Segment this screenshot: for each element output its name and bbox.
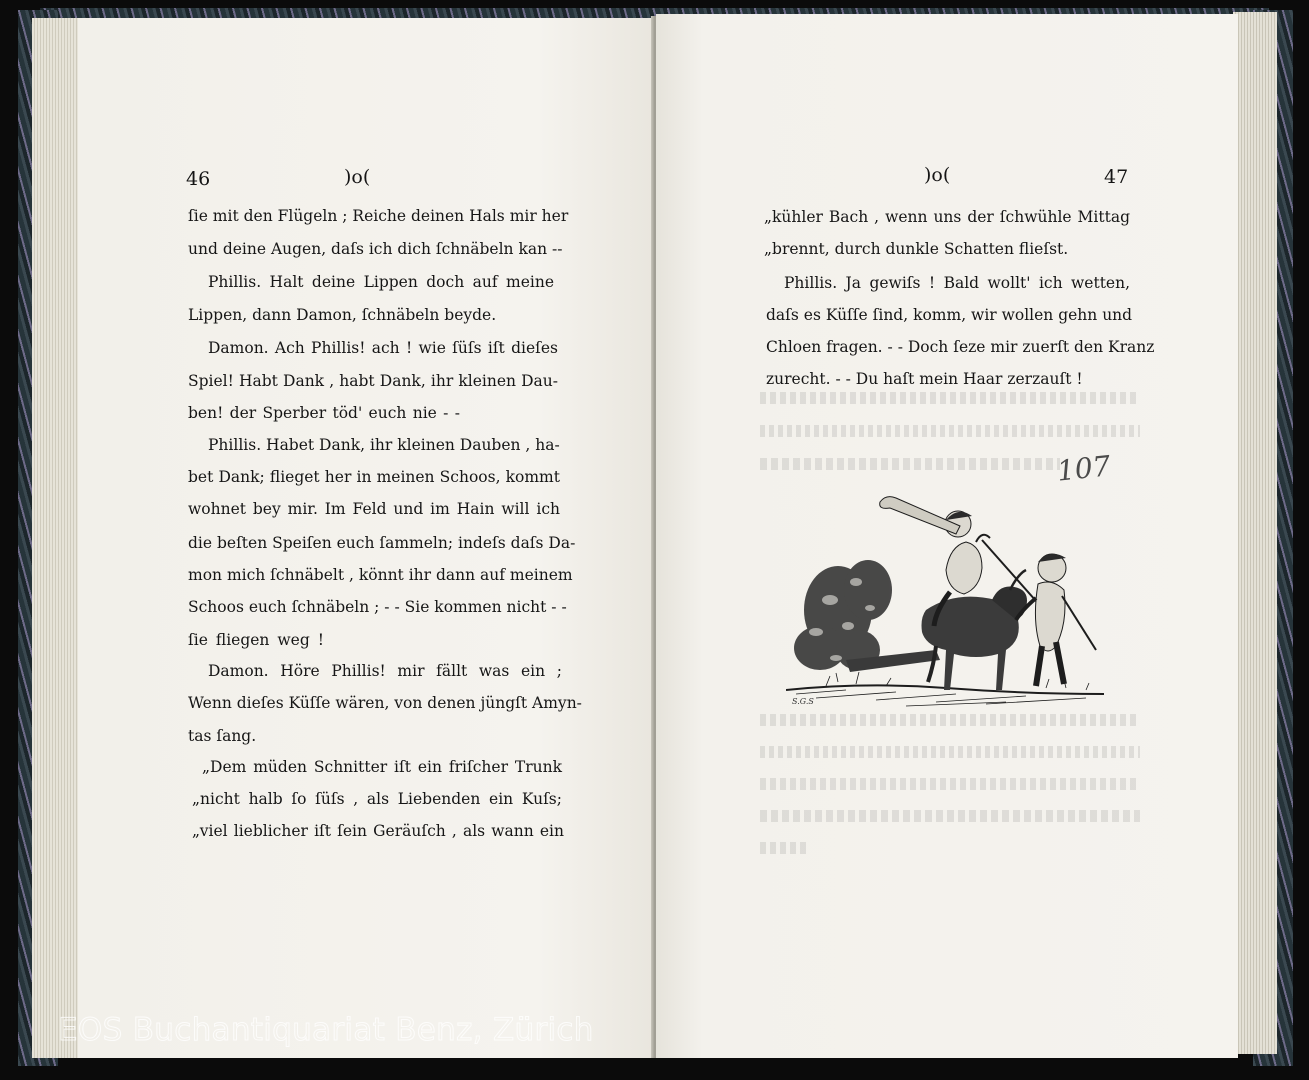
page-edges-left <box>32 18 82 1058</box>
text-line: „kühler Bach , wenn uns der ſchwühle Mittag <box>764 208 1130 226</box>
text-line: Damon. Ach Phillis! ach ! wie ſüſs iſt dieſes <box>208 339 558 357</box>
text-line: „Dem müden Schnitter iſt ein friſcher Trunk <box>202 758 562 776</box>
text-line: tas ſang. <box>188 727 257 745</box>
text-line: mon mich ſchnäbelt , könnt ihr dann auf meinem <box>188 566 573 584</box>
left-page-ornament: )o( <box>344 166 371 188</box>
text-line: ſie mit den Flügeln ; Reiche deinen Hals mir her <box>188 207 569 225</box>
text-line: ſie fliegen weg ! <box>188 631 324 649</box>
text-line: „brennt, durch dunkle Schatten flieſst. <box>764 240 1069 258</box>
text-line: Spiel! Habt Dank , habt Dank, ihr kleinen Dau- <box>188 372 558 390</box>
text-line: wohnet bey mir. Im Feld und im Hain will ich <box>188 500 560 518</box>
text-line: Phillis. Halt deine Lippen doch auf meine <box>208 273 554 291</box>
text-line: Damon. Höre Phillis! mir fällt was ein ; <box>208 662 562 680</box>
text-line: Phillis. Habet Dank, ihr kleinen Dauben , ha- <box>208 436 560 454</box>
text-line: daſs es Küſſe ſind, komm, wir wollen gehn und <box>766 306 1133 324</box>
handwritten-note: 107 <box>1055 449 1113 488</box>
text-line: ben! der Sperber töd' euch nie - - <box>188 404 460 422</box>
right-page-number: 47 <box>1104 166 1129 188</box>
text-line: zurecht. - - Du haſt mein Haar zerzauſt ! <box>766 370 1083 388</box>
page-edges-right <box>1233 12 1277 1054</box>
right-page-ornament: )o( <box>924 164 951 186</box>
text-line: „nicht halb ſo ſüſs , als Liebenden ein Kuſs; <box>192 790 562 808</box>
text-line: bet Dank; flieget her in meinen Schoos, kommt <box>188 468 560 486</box>
text-line: die beſten Speiſen euch ſammeln; indeſs daſs Da- <box>188 534 576 552</box>
watermark: EOS Buchantiquariat Benz, Zürich <box>58 1012 594 1048</box>
text-line: Phillis. Ja gewiſs ! Bald wollt' ich wetten, <box>784 274 1130 292</box>
text-line: Chloen fragen. - - Doch ſeze mir zuerſt den Kranz <box>766 338 1155 356</box>
text-line: „viel lieblicher iſt ſein Geräuſch , als wann ein <box>192 822 564 840</box>
text-line: Schoos euch ſchnäbeln ; - - Sie kommen nicht - - <box>188 598 567 616</box>
left-page-number: 46 <box>186 168 211 190</box>
text-line: Wenn dieſes Küſſe wären, von denen jüngſt Amyn- <box>188 694 582 712</box>
engraving-signature: S.G.S <box>792 697 814 706</box>
text-line: Lippen, dann Damon, ſchnäbeln beyde. <box>188 306 497 324</box>
text-line: und deine Augen, daſs ich dich ſchnäbeln kan -- <box>188 240 563 258</box>
engraving-vignette <box>786 450 1106 720</box>
